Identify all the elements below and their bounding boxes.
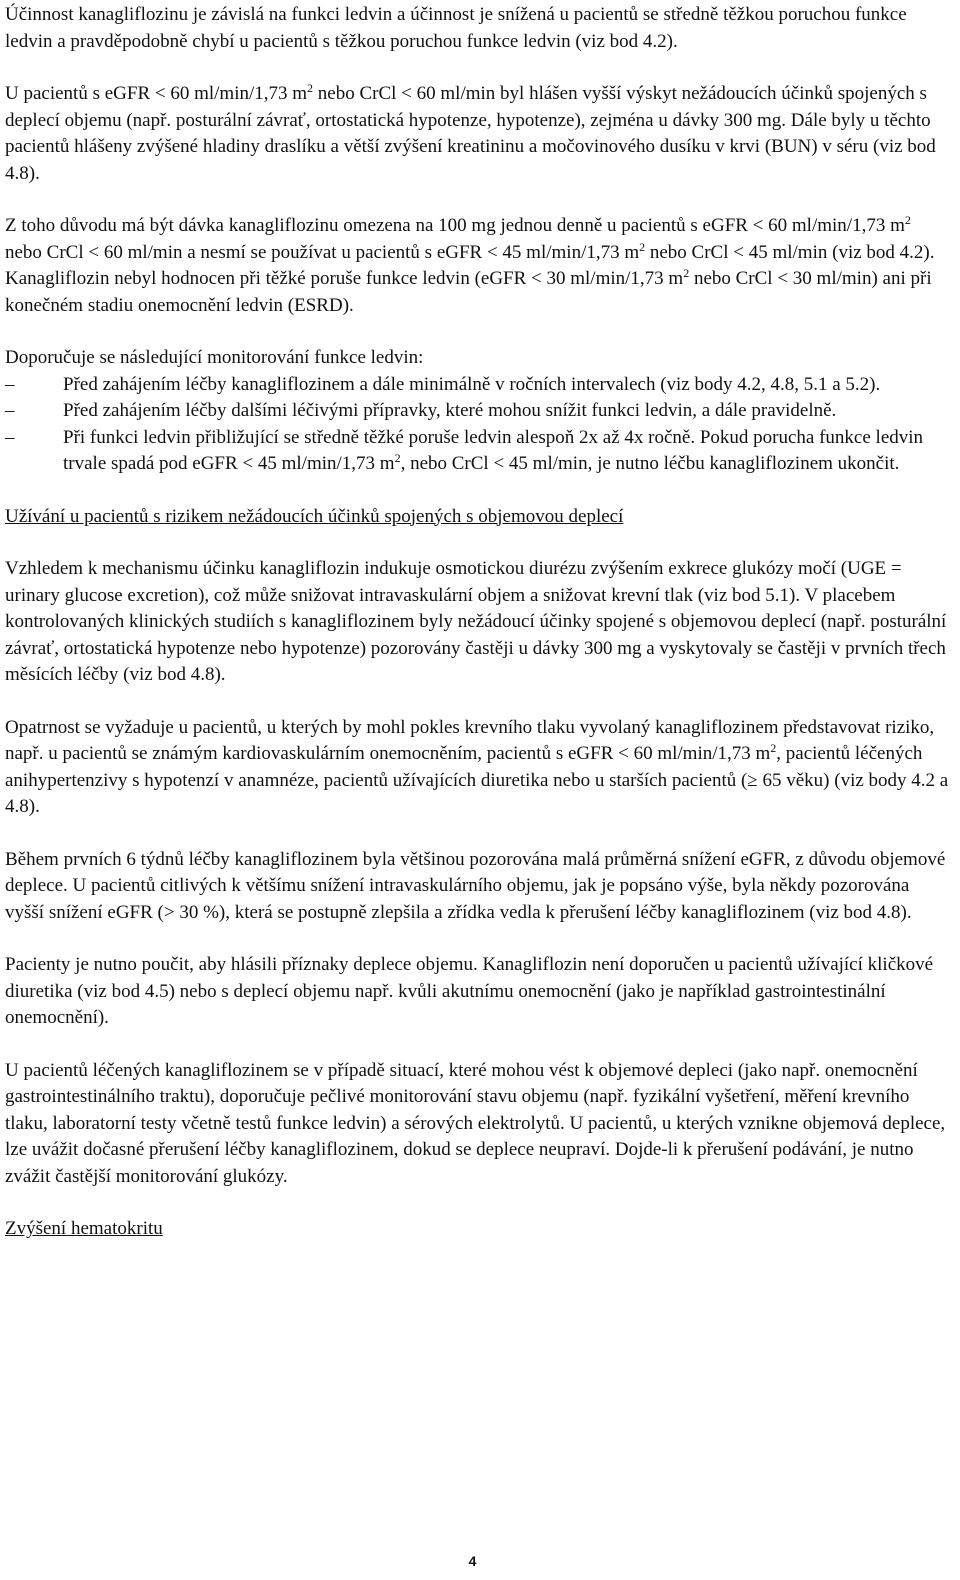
text-run: Z toho důvodu má být dávka kanagliflozinu omezena na 100 mg jednou denně u pacientů s eGFR < 60 ml/min/1,73 m xyxy=(5,215,905,236)
paragraph-dose-restriction xyxy=(5,213,950,319)
paragraph-mechanism: Vzhledem k mechanismu účinku kanagliflozin indukuje osmotickou diurézu zvýšením exkrece glukózy močí (UGE = urinary glucose excretion), což může snižovat intravaskulární objem a snižovat krevní tlak (viz bod 5.1). V placebem kontrolovaných klinických studiích s kanagliflozinem byly nežádoucí účinky spojené s objemovou deplecí (např. posturální závrať, ortostatická hypotenze nebo hypotenze) pozorovány častěji u dávky 300 mg a vyskytovaly se častěji v prvních třech měsících léčby (viz bod 4.8). xyxy=(5,558,947,685)
monitoring-intro: Doporučuje se následující monitorování funkce ledvin: xyxy=(5,347,424,368)
list-item-text: Před zahájením léčby dalšími léčivými přípravky, které mohou snížit funkci ledvin, a dále pravidelně. xyxy=(63,400,837,421)
superscript: 2 xyxy=(307,81,314,95)
list-item-text: Před zahájením léčby kanagliflozinem a dále minimálně v ročních intervalech (viz body 4.2, 4.8, 5.1 a 5.2). xyxy=(63,373,881,395)
document-page xyxy=(5,2,950,1269)
paragraph-renal-efficacy: Účinnost kanagliflozinu je závislá na funkci ledvin a účinnost je snížená u pacientů se středně těžkou poruchou funkce ledvin a pravděpodobně chybí u pacientů s těžkou poruchou funkce ledvin (viz bod 4.2). xyxy=(5,4,907,52)
page-number: 4 xyxy=(468,1553,477,1569)
text-run: , nebo CrCl < 45 ml/min, je nutno léčbu kanagliflozinem ukončit. xyxy=(400,453,900,474)
text-run: U pacientů s eGFR < 60 ml/min/1,73 m xyxy=(5,83,308,104)
monitoring-list xyxy=(5,372,950,478)
paragraph-caution xyxy=(5,715,950,821)
superscript: 2 xyxy=(394,451,401,465)
text-run: Opatrnost se vyžaduje u pacientů, u kterých by mohl pokles krevního tlaku vyvolaný kanagliflozinem představovat riziko, např. u pacientů se známým kardiovaskulárním onemocněním, pacientů s eGFR < 60 ml/min/1,73 m xyxy=(5,716,935,764)
superscript: 2 xyxy=(639,239,646,254)
superscript: 2 xyxy=(904,213,911,227)
dash-marker: – xyxy=(5,373,15,395)
dash-marker: – xyxy=(5,426,15,448)
text-run: nebo CrCl < 45 ml/min (viz bod 4.2). Kanagliflozin nebyl hodnocen při těžké poruše funkce ledvin (eGFR < 30 ml/min/1,73 m xyxy=(5,241,935,289)
superscript: 2 xyxy=(683,266,690,280)
paragraph-patient-instruction: Pacienty je nutno poučit, aby hlásili příznaky deplece objemu. Kanagliflozin není doporučen u pacientů užívající kličkové diuretika (viz bod 4.5) nebo s deplecí objemu např. kvůli akutnímu onemocnění (jako je například gastrointestinální onemocnění). xyxy=(5,954,934,1028)
section-heading-hematocrit: Zvýšení hematokritu xyxy=(5,1218,163,1239)
paragraph-monitoring-volume: U pacientů léčených kanagliflozinem se v případě situací, které mohou vést k objemové depleci (jako např. onemocnění gastrointestinálního traktu), doporučuje pečlivé monitorování stavu objemu (např. fyzikální vyšetření, měření krevního tlaku, laboratorní testy včetně testů funkce ledvin) a sérových elektrolytů. U pacientů, u kterých vznikne objemová deplece, lze uvážit dočasné přerušení léčby kanagliflozinem, dokud se deplece neupraví. Dojde-li k přerušení podávání, je nutno zvážit častější monitorování glukózy. xyxy=(5,1059,946,1187)
list-item xyxy=(5,372,950,399)
text-run: nebo CrCl < 60 ml/min a nesmí se používat u pacientů s eGFR < 45 ml/min/1,73 m xyxy=(5,241,640,263)
text-run: nebo CrCl < 30 ml/min) ani při konečném stadiu onemocnění ledvin (ESRD). xyxy=(5,268,932,316)
paragraph-egfr-decrease: Během prvních 6 týdnů léčby kanagliflozinem byla většinou pozorována malá průměrná snížení eGFR, z důvodu objemové deplece. U pacientů citlivých k většímu snížení intravaskulárního objemu, jak je popsáno výše, byla někdy pozorována vyšší snížení eGFR (> 30 %), která se postupně zlepšila a zřídka vedla k přerušení léčby kanagliflozinem (viz bod 4.8). xyxy=(5,848,946,923)
text-run: Při funkci ledvin přibližující se středně těžké poruše ledvin alespoň 2x až 4x ročně. Pokud porucha funkce ledvin trvale spadá pod eGFR < 45 ml/min/1,73 m xyxy=(63,426,924,474)
superscript: 2 xyxy=(770,741,777,755)
section-heading-volume-depletion: Užívání u pacientů s rizikem nežádoucích účinků spojených s objemovou deplecí xyxy=(5,505,624,527)
text-run: nebo CrCl < 60 ml/min byl hlášen vyšší výskyt nežádoucích účinků spojených s deplecí objemu (např. posturální závrať, ortostatická hypotenze, hypotenze), zejména u dávky 300 mg. Dále byly u těchto pacientů hlášeny zvýšené hladiny draslíku a větší zvýšení kreatininu a močovinového dusíku v krvi (BUN) v séru (viz bod 4.8). xyxy=(5,83,936,184)
dash-marker: – xyxy=(5,400,15,421)
text-run: , pacientů léčených anihypertenzivy s hypotenzí v anamnéze, pacientů užívajících diuretika nebo u starších pacientů (≥ 65 věku) (viz body 4.2 a 4.8). xyxy=(5,743,949,817)
paragraph-egfr-adverse-events xyxy=(5,81,950,187)
list-item xyxy=(5,425,950,478)
list-item xyxy=(5,398,950,425)
